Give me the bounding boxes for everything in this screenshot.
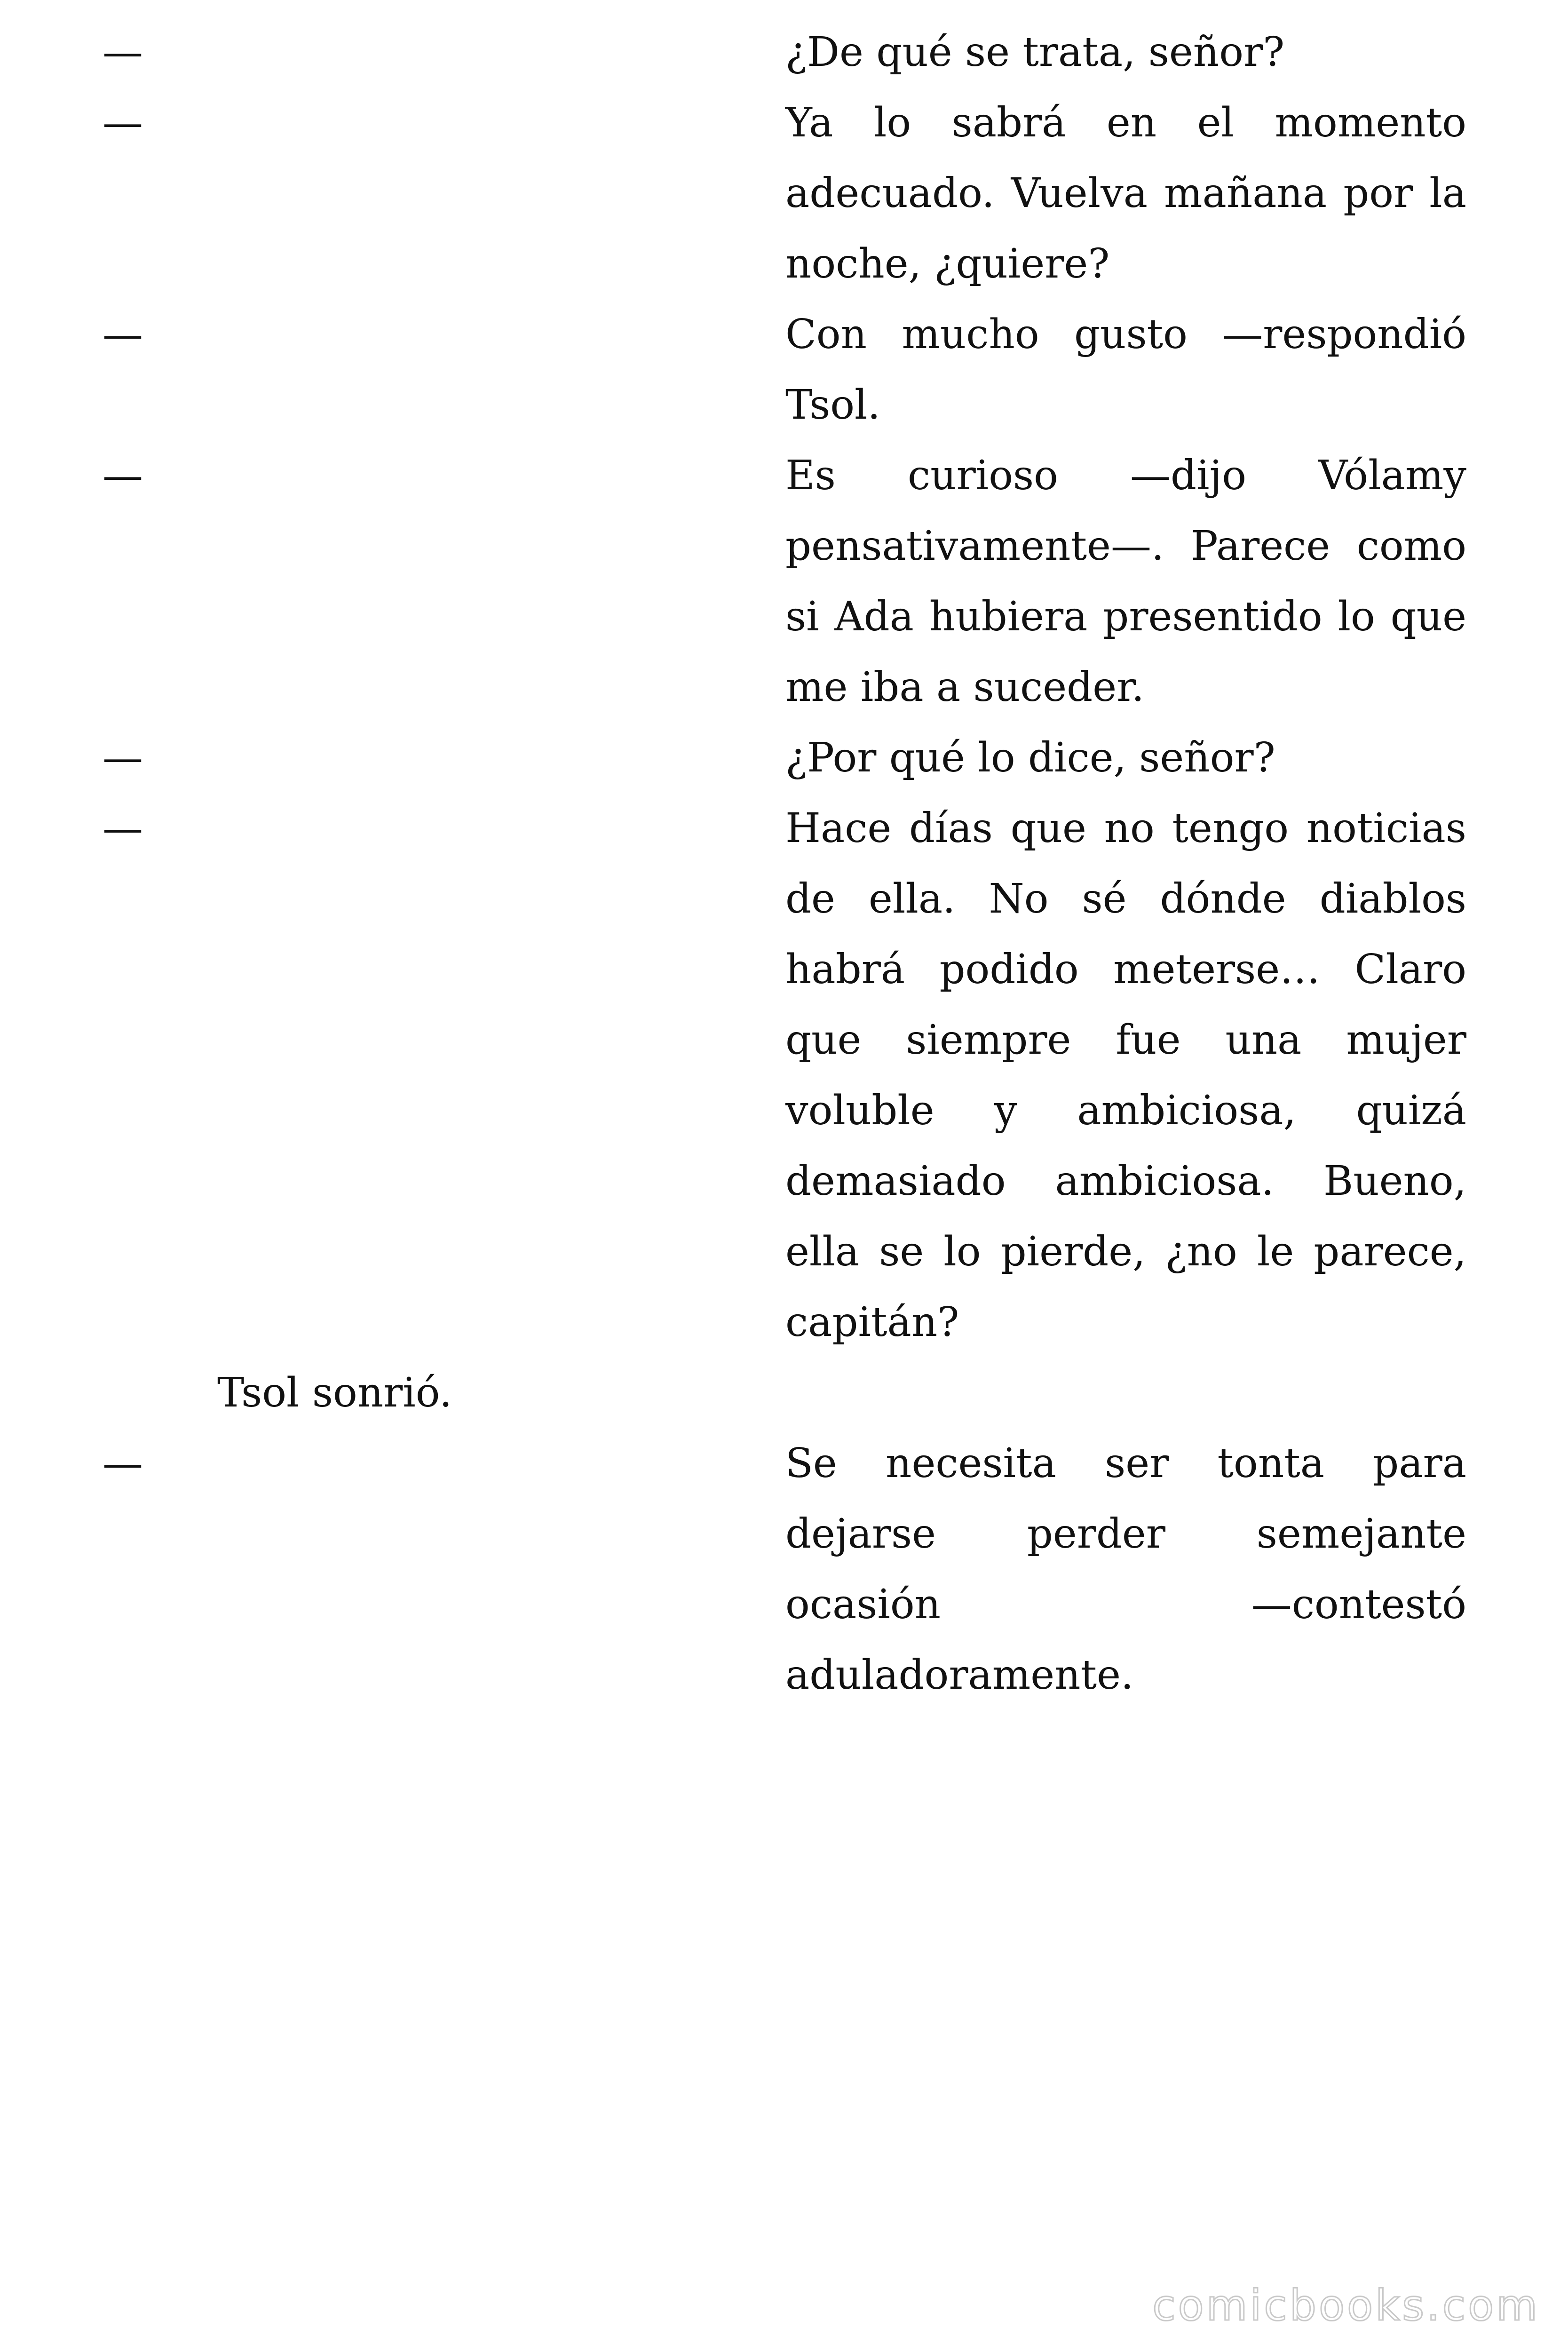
page-text (0, 17, 1568, 1710)
dialogue-paragraph (0, 1428, 1568, 1710)
dialogue-dash: — (103, 311, 143, 358)
dialogue-text: Hace días que no tengo noticias de ella. No sé dónde diablos habrá podido meterse… Claro que siempre fue una mujer voluble y ambiciosa, quizá demasiado ambiciosa. Bueno, ella se lo pierde, ¿no le parece, capitán? (785, 805, 1466, 1346)
dialogue-text: ¿De qué se trata, señor? (785, 29, 1285, 76)
dialogue-dash: — (103, 29, 143, 76)
dialogue-dash: — (103, 805, 143, 852)
dialogue-paragraph (0, 87, 1568, 299)
dialogue-paragraph (0, 793, 1568, 1358)
narration-paragraph: Tsol sonrió. (217, 1369, 452, 1416)
dialogue-text: Es curioso —dijo Vólamy pensativamente—. Parece como si Ada hubiera presentido lo que me iba a suceder. (785, 452, 1466, 711)
dialogue-paragraph (0, 299, 1568, 440)
watermark: comicbooks.com (1152, 2281, 1540, 2330)
dialogue-dash: — (103, 99, 143, 146)
dialogue-dash: — (103, 734, 143, 781)
dialogue-paragraph (0, 723, 1568, 793)
dialogue-text: Con mucho gusto —respondió Tsol. (785, 311, 1466, 429)
dialogue-text: Ya lo sabrá en el momento adecuado. Vuelva mañana por la noche, ¿quiere? (785, 99, 1466, 287)
dialogue-text: Se necesita ser tonta para dejarse perder semejante ocasión —contestó aduladoramente. (785, 1440, 1466, 1699)
dialogue-dash: — (103, 1440, 143, 1487)
dialogue-paragraph (0, 17, 1568, 87)
dialogue-dash: — (103, 452, 143, 499)
dialogue-paragraph (0, 440, 1568, 723)
dialogue-text: ¿Por qué lo dice, señor? (785, 734, 1275, 781)
